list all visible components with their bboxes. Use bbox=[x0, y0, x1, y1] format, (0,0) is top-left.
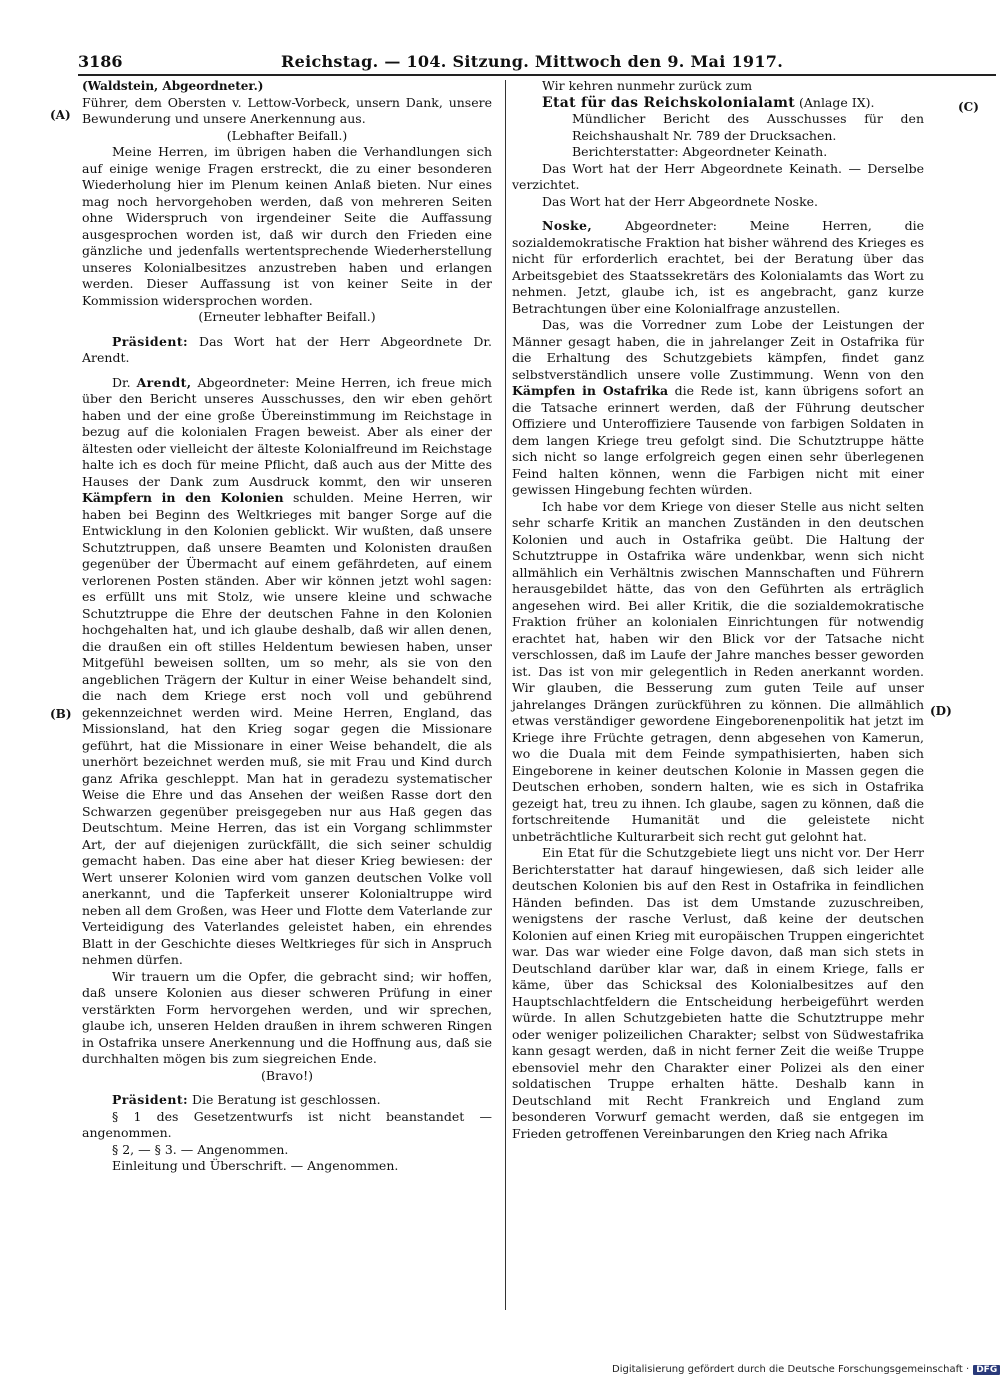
paragraph: Einleitung und Überschrift. — Angenommen. bbox=[112, 1158, 399, 1173]
reaction: (Lebhafter Beifall.) bbox=[226, 127, 348, 143]
reaction: (Bravo!) bbox=[261, 1067, 313, 1083]
speaker-name: Präsident: bbox=[112, 333, 189, 349]
president-statement bbox=[82, 1092, 492, 1109]
paragraph: Ich habe vor dem Kriege von dieser Stelle aus nicht selten sehr scharfe Kritik an manchen Zuständen in den deutschen Kolonien und auch in Ostafrika geübt. Die Haltung der Schutztruppe in Ostafrika wäre undenkbar, wenn sich nicht allmählich ein Verhältnis zwischen Mannschaften und Führern herausgebildet hätte, das von den Geführten als erträglich angesehen wird. Bei aller Kritik, die die sozialdemokratische Fraktion früher an kolonialen Einrichtungen für notwendig erachtet hat, haben wir den Blick vor der Tatsache nicht verschlossen, daß im Laufe der Jahre manches besser geworden ist. Das ist von mir gelegentlich in Reden anerkannt worden. Wir glauben, die Besserung zum guten Teile auf unser jahrelanges Drängen zurückführen zu können. Die allmählich etwas verständiger gewordene Eingeborenenpolitik hat jetzt im Kriege ihre Früchte getragen, denn abgesehen von Kamerun, wo die Duala mit dem Feinde sympathisierten, haben sich Eingeborene in keiner deutschen Kolonie in Massen gegen die Deutschen erhoben, sondern halten, wie es sich in Ostafrika gezeigt hat, treu zu ihnen. Ich glaube, sagen zu können, daß die fortschreitende Humanität und die geleistete nicht unbeträchtliche Kulturarbeit sich recht gut gelohnt hat. bbox=[512, 498, 924, 844]
agenda-annex: (Anlage IX). bbox=[798, 94, 875, 110]
paragraph: Ein Etat für die Schutzgebiete liegt uns nicht vor. Der Herr Berichterstatter hat darauf hingewiesen, daß sich leider alle deutschen Kolonien bis auf den Rest in Ostafrika in feindlichen Händen befinden. Das ist dem Umstande zuzuschreiben, wenigstens der rasche Verlust, daß keine der deutschen Kolonien auf einen Krieg mit europäischen Truppen eingerichtet war. Das war wieder eine Folge davon, daß man sich stets in Deutschland darüber klar war, daß in einem Kriege, falls er käme, über das Schicksal des Kolonialbesitzes auf den Hauptschlachtfeldern die Entscheidung herbeigeführt werden würde. In allen Schutzgebieten hatte die Schutztruppe mehr oder weniger polizeilichen Charakter; selbst von Südwestafrika kann gesagt werden, daß in nicht ferner Zeit die weiße Truppe ebensoviel mehr den Charakter einer Polizei als den einer soldatischen Truppe erhalten hätte. Deshalb kann in Deutschland mit Recht Frankreich und England zum besonderen Vorwurf gemacht werden, daß sie entgegen im Frieden getroffenen Vereinbarungen den Krieg nach Afrika bbox=[512, 845, 924, 1141]
speech-text: schulden. Meine Herren, wir haben bei Beginn des Weltkrieges mit banger Sorge auf die Entwicklung in den Kolonien geblickt. Wir wußten, daß unsere Schutztruppen, daß unsere Beamten und Kolonisten draußen gegenüber der Übermacht auf einem gefährdeten, auf einem verlorenen Posten ständen. Aber wir können jetzt wohl sagen: es erfüllt uns mit Stolz, wie unsere kleine und schwache Schutztruppe die Ehre der deutschen Fahne in den Kolonien hochgehalten hat, und ich glaube deshalb, daß wir allen denen, die draußen ein oft stilles Heldentum bewiesen haben, unser Mitgefühl beweisen sollten, um so mehr, als sie von den angeblichen Trägern der Kultur in einer Weise behandelt sind, die nach dem Kriege erst noch voll und gebührend gekennzeichnet werden wird. Meine Herren, England, das Missionsland, hat den Krieg sogar gegen die Missionare geführt, hat die Missionare in einer Weise behandelt, die als unerhört bezeichnet werden muß, sie mit Frau und Kind durch ganz Afrika geschleppt. Man hat in geradezu systematischer Weise die Ehre und das Ansehen der weißen Rasse dort den Schwarzen gegenüber preisgegeben nur aus Haß gegen das Deutschtum. Meine Herren, das ist ein Vorgang schlimmster Art, der auf diejenigen zurückfällt, die sich seiner schuldig gemacht haben. Das eine aber hat dieser Krieg bewiesen: der Wert unserer Kolonien wird vom ganzen deutschen Volke voll anerkannt, und die Tapferkeit unserer Kolonialtruppe wird neben all dem Großen, was Heer und Flotte dem Vaterlande zur Verteidigung des Vaterlandes geleistet haben, ein ehrendes Blatt in der Geschichte dieses Weltkrieges für sich in Anspruch nehmen dürfen. bbox=[82, 490, 493, 967]
paragraph: § 2, — § 3. — Angenommen. bbox=[112, 1141, 289, 1157]
statement-text: Das Wort hat der Herr Abgeordnete Dr. Arendt. bbox=[82, 333, 492, 365]
agenda-title: Etat für das Reichskolonialamt bbox=[542, 94, 795, 111]
paragraph: § 1 des Gesetzentwurfs ist nicht beanstandet — angenommen. bbox=[82, 1108, 492, 1140]
speaker-name: Noske, bbox=[542, 218, 593, 233]
right-column bbox=[512, 78, 924, 1142]
emphasis: Kämpfern in den Kolonien bbox=[82, 490, 284, 505]
speech-text: Abgeordneter: Meine Herren, die sozialdemokratische Fraktion hat bisher während des Krieges es nicht für erforderlich erachtet, bei der Beratung über das Arbeitsgebiet des Staatssekretärs des Kolonialamts das Wort zu nehmen. Jetzt, glaube ich, ist es angebracht, ganz kurze Betrachtungen über eine Kolonialfrage anzustellen. bbox=[512, 218, 924, 316]
speech-text: die Rede ist, kann übrigens sofort an die Tatsache erinnert werden, daß der Führung deutscher Offiziere und Unteroffiziere Tausende von farbigen Soldaten in dem langen Kriege treu gefolgt sind. Die Schutztruppe hätte sich nicht so lange erfolgreich gegen einen sehr überlegenen Feind halten können, wenn die Farbigen nicht mit einer gewissen Hingebung fechten würden. bbox=[512, 383, 924, 497]
statement-text: Die Beratung ist geschlossen. bbox=[192, 1092, 381, 1107]
paragraph bbox=[512, 317, 924, 499]
speech-text: Das, was die Vorredner zum Lobe der Leistungen der Männer gesagt haben, die in jahrelanger Zeit in Ostafrika für die Erhaltung des Schutzgebiets kämpfen, findet ganz selbstverständlich unsere volle Zustimmung. Wenn von den bbox=[512, 317, 924, 382]
paragraph: Wir trauern um die Opfer, die gebracht sind; wir hoffen, daß unsere Kolonien aus dieser schweren Prüfung in einer verstärkten Form hervorgehen werden, und wir sprechen, glaube ich, unseren Helden draußen in ihrem schweren Ringen in Ostafrika unsere Anerkennung und die Hoffnung aus, daß sie durchhalten mögen bis zum siegreichen Ende. bbox=[82, 968, 492, 1066]
paragraph: Das Wort hat der Herr Abgeordnete Noske. bbox=[542, 193, 819, 209]
paragraph: Meine Herren, im übrigen haben die Verhandlungen sich auf einige wenige Fragen erstreckt, die zu einer besonderen Wiederholung hier im Plenum keinen Anlaß bieten. Nur eines mag noch hervorgehoben werden, daß von mehreren Seiten ohne Widerspruch von irgendeiner Seite die Auffassung ausgesprochen worden ist, daß wir durch den Frieden eine gänzliche und jedenfalls wertentsprechende Wiederherstellung unseres Kolonialbesitzes anzustreben haben und erlangen werden. Dieser Auffassung ist von keiner Seite in der Kommission widersprochen worden. bbox=[82, 144, 492, 308]
page-number: 3186 bbox=[78, 52, 123, 71]
footer-text: Digitalisierung gefördert durch die Deutsche Forschungsgemeinschaft · bbox=[612, 1364, 970, 1375]
margin-mark-d: (D) bbox=[930, 704, 952, 718]
left-column bbox=[82, 78, 492, 1175]
emphasis: Kämpfen in Ostafrika bbox=[512, 383, 669, 398]
running-title: Reichstag. — 104. Sitzung. Mittwoch den 9. Mai 1917. bbox=[281, 52, 784, 71]
paragraph: Das Wort hat der Herr Abgeordnete Keinath. — Derselbe verzichtet. bbox=[512, 160, 924, 192]
column-divider bbox=[505, 80, 506, 1310]
arendt-speech bbox=[82, 375, 492, 969]
president-statement bbox=[82, 334, 492, 367]
margin-mark-a: (A) bbox=[50, 108, 71, 122]
speech-text: Abgeordneter: Meine Herren, ich freue mich über den Bericht unseres Ausschusses, den wir eben gehört haben und der eine große Übereinstimmung im Reichstage in bezug auf die kolonialen Fragen beweist. Aber als einer der ältesten oder vielleicht der älteste Kolonialfreund im Reichstage halte ich es doch für meine Pflicht, daß auch aus der Mitte des Hauses der Dank zum Ausdruck kommt, den wir unseren bbox=[82, 374, 492, 489]
speaker-name: Arendt, bbox=[136, 374, 192, 390]
dfg-logo-icon: DFG bbox=[973, 1365, 1000, 1375]
noske-speech bbox=[512, 218, 924, 317]
header-rule bbox=[78, 74, 996, 76]
margin-mark-c: (C) bbox=[958, 100, 979, 114]
footer-credit bbox=[612, 1364, 998, 1380]
paragraph: Führer, dem Obersten v. Lettow-Vorbeck, unsern Dank, unsere Bewunderung und unsere Anerkennung aus. bbox=[82, 94, 492, 126]
speaker-continuation: (Waldstein, Abgeordneter.) bbox=[82, 79, 264, 93]
margin-mark-b: (B) bbox=[50, 707, 72, 721]
agenda-intro: Wir kehren nunmehr zurück zum bbox=[542, 78, 753, 93]
agenda-report: Mündlicher Bericht des Ausschusses für den Reichshaushalt Nr. 789 der Drucksachen. bbox=[572, 111, 924, 143]
speaker-title: Dr. bbox=[112, 374, 131, 390]
agenda-item bbox=[512, 95, 924, 112]
reaction: (Erneuter lebhafter Beifall.) bbox=[198, 309, 376, 324]
rapporteur: Berichterstatter: Abgeordneter Keinath. bbox=[572, 144, 828, 159]
speaker-name: Präsident: bbox=[112, 1092, 189, 1107]
